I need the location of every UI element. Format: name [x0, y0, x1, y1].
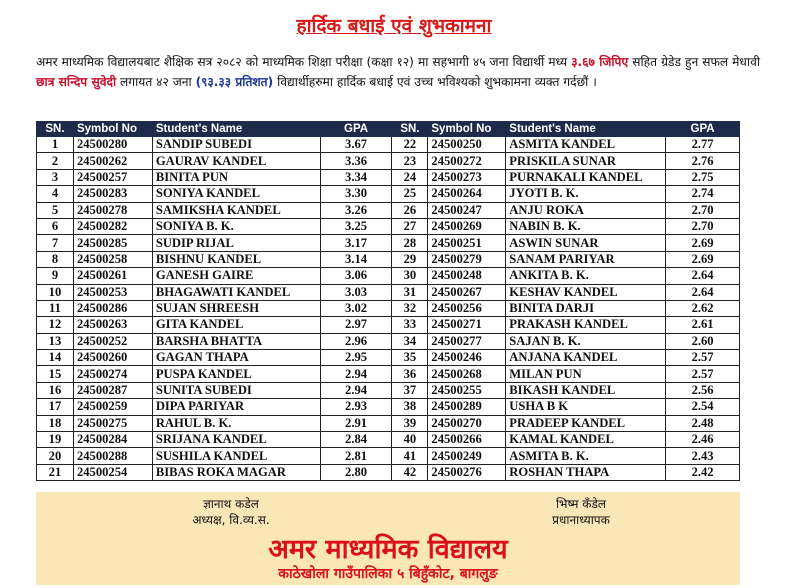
- symbol-no-cell: 24500270: [428, 415, 506, 431]
- gpa-cell: 2.80: [320, 464, 392, 480]
- symbol-no-cell: 24500280: [73, 137, 152, 153]
- student-name-cell: PRAKASH KANDEL: [506, 317, 666, 333]
- gpa-cell: 2.91: [320, 415, 392, 431]
- symbol-no-cell: 24500278: [73, 202, 152, 218]
- gpa-cell: 2.42: [666, 464, 740, 480]
- symbol-no-cell: 24500275: [73, 415, 152, 431]
- header-student-name: Student's Name: [152, 122, 320, 137]
- sn-cell: 12: [37, 317, 74, 333]
- student-name-cell: MILAN PUN: [506, 366, 666, 382]
- school-address: काठेखोला गाउँपालिका ५ बिहुँकोट, बागलुङ: [278, 566, 498, 582]
- gpa-cell: 2.96: [320, 333, 392, 349]
- header-symbol-no: Symbol No: [428, 122, 506, 137]
- gpa-cell: 2.94: [320, 382, 392, 398]
- sn-cell: 7: [37, 235, 74, 251]
- sn-cell: 19: [37, 432, 74, 448]
- gpa-cell: 2.62: [666, 300, 740, 316]
- student-name-cell: SANDIP SUBEDI: [152, 137, 320, 153]
- student-name-cell: KAMAL KANDEL: [506, 432, 666, 448]
- sn-cell: 6: [37, 218, 74, 234]
- symbol-no-cell: 24500262: [73, 153, 152, 169]
- sn-cell: 23: [392, 153, 428, 169]
- symbol-no-cell: 24500259: [73, 399, 152, 415]
- symbol-no-cell: 24500264: [428, 186, 506, 202]
- student-name-cell: BIBAS ROKA MAGAR: [152, 464, 320, 480]
- gpa-cell: 3.02: [320, 300, 392, 316]
- student-name-cell: KESHAV KANDEL: [506, 284, 666, 300]
- sn-cell: 21: [37, 464, 74, 480]
- results-body: [37, 137, 740, 481]
- signatory-left: [156, 496, 306, 528]
- student-name-cell: ANJANA KANDEL: [506, 350, 666, 366]
- symbol-no-cell: 24500251: [428, 235, 506, 251]
- signatory-right-name: भिष्म कँडेल: [555, 497, 607, 511]
- symbol-no-cell: 24500266: [428, 432, 506, 448]
- symbol-no-cell: 24500261: [73, 268, 152, 284]
- table-row: [37, 153, 740, 169]
- student-name-cell: BINITA DARJI: [506, 300, 666, 316]
- table-row: [37, 317, 740, 333]
- symbol-no-cell: 24500255: [428, 382, 506, 398]
- header-sn: SN.: [392, 122, 428, 137]
- sn-cell: 28: [392, 235, 428, 251]
- gpa-cell: 2.60: [666, 333, 740, 349]
- symbol-no-cell: 24500246: [428, 350, 506, 366]
- table-row: [37, 366, 740, 382]
- sn-cell: 31: [392, 284, 428, 300]
- table-row: [37, 169, 740, 185]
- table-row: [37, 284, 740, 300]
- gpa-cell: 3.26: [320, 202, 392, 218]
- student-name-cell: GITA KANDEL: [152, 317, 320, 333]
- gpa-cell: 2.57: [666, 350, 740, 366]
- table-row: [37, 464, 740, 480]
- sn-cell: 24: [392, 169, 428, 185]
- sn-cell: 30: [392, 268, 428, 284]
- symbol-no-cell: 24500260: [73, 350, 152, 366]
- student-name-cell: PRADEEP KANDEL: [506, 415, 666, 431]
- symbol-no-cell: 24500284: [73, 432, 152, 448]
- sn-cell: 3: [37, 169, 74, 185]
- sn-cell: 2: [37, 153, 74, 169]
- sn-cell: 8: [37, 251, 74, 267]
- page-title: हार्दिक बधाई एवं शुभकामना: [296, 15, 492, 37]
- student-name-cell: PUSPA KANDEL: [152, 366, 320, 382]
- symbol-no-cell: 24500274: [73, 366, 152, 382]
- student-name-cell: SUDIP RIJAL: [152, 235, 320, 251]
- symbol-no-cell: 24500273: [428, 169, 506, 185]
- signatory-left-name: ज्ञानाथ कडेल: [203, 497, 259, 511]
- sn-cell: 13: [37, 333, 74, 349]
- table-row: [37, 300, 740, 316]
- student-name-cell: PRISKILA SUNAR: [506, 153, 666, 169]
- symbol-no-cell: 24500248: [428, 268, 506, 284]
- symbol-no-cell: 24500271: [428, 317, 506, 333]
- gpa-cell: 3.06: [320, 268, 392, 284]
- symbol-no-cell: 24500286: [73, 300, 152, 316]
- sn-cell: 17: [37, 399, 74, 415]
- gpa-cell: 3.14: [320, 251, 392, 267]
- student-name-cell: SUSHILA KANDEL: [152, 448, 320, 464]
- student-name-cell: SUNITA SUBEDI: [152, 382, 320, 398]
- student-name-cell: GANESH GAIRE: [152, 268, 320, 284]
- sn-cell: 15: [37, 366, 74, 382]
- gpa-cell: 2.64: [666, 268, 740, 284]
- sn-cell: 26: [392, 202, 428, 218]
- sn-cell: 29: [392, 251, 428, 267]
- table-row: [37, 268, 740, 284]
- table-row: [37, 448, 740, 464]
- symbol-no-cell: 24500258: [73, 251, 152, 267]
- table-row: [37, 186, 740, 202]
- table-row: [37, 415, 740, 431]
- student-name-cell: BHAGAWATI KANDEL: [152, 284, 320, 300]
- gpa-cell: 2.81: [320, 448, 392, 464]
- gpa-cell: 3.36: [320, 153, 392, 169]
- table-row: [37, 350, 740, 366]
- gpa-cell: 2.48: [666, 415, 740, 431]
- intro-text-1: अमर माध्यमिक विद्यालयबाट शैक्षिक सत्र २०८२ को माध्यमिक शिक्षा परीक्षा (कक्षा १२) मा सहभागी ४५ जना विद्यार्थी मध्य: [36, 55, 572, 69]
- gpa-cell: 2.69: [666, 235, 740, 251]
- table-row: [37, 235, 740, 251]
- symbol-no-cell: 24500253: [73, 284, 152, 300]
- student-name-cell: SRIJANA KANDEL: [152, 432, 320, 448]
- student-name-cell: SANAM PARIYAR: [506, 251, 666, 267]
- student-name-cell: BINITA PUN: [152, 169, 320, 185]
- symbol-no-cell: 24500279: [428, 251, 506, 267]
- symbol-no-cell: 24500268: [428, 366, 506, 382]
- symbol-no-cell: 24500285: [73, 235, 152, 251]
- gpa-cell: 2.70: [666, 202, 740, 218]
- intro-paragraph: [36, 52, 760, 92]
- results-table: [36, 121, 740, 481]
- gpa-cell: 3.30: [320, 186, 392, 202]
- sn-cell: 39: [392, 415, 428, 431]
- student-name-cell: BISHNU KANDEL: [152, 251, 320, 267]
- signatory-left-title: अध्यक्ष, वि.व्य.स.: [192, 513, 270, 527]
- sn-cell: 33: [392, 317, 428, 333]
- student-name-cell: ANJU ROKA: [506, 202, 666, 218]
- sn-cell: 35: [392, 350, 428, 366]
- table-row: [37, 382, 740, 398]
- student-highlight: छात्र सन्दिप सुवेदी: [36, 75, 117, 89]
- gpa-cell: 2.93: [320, 399, 392, 415]
- student-name-cell: SAJAN B. K.: [506, 333, 666, 349]
- gpa-cell: 2.84: [320, 432, 392, 448]
- sn-cell: 32: [392, 300, 428, 316]
- sn-cell: 25: [392, 186, 428, 202]
- student-name-cell: DIPA PARIYAR: [152, 399, 320, 415]
- gpa-cell: 2.61: [666, 317, 740, 333]
- header-student-name: Student's Name: [506, 122, 666, 137]
- sn-cell: 10: [37, 284, 74, 300]
- symbol-no-cell: 24500272: [428, 153, 506, 169]
- symbol-no-cell: 24500250: [428, 137, 506, 153]
- gpa-cell: 2.56: [666, 382, 740, 398]
- symbol-no-cell: 24500269: [428, 218, 506, 234]
- table-row: [37, 432, 740, 448]
- gpa-cell: 2.54: [666, 399, 740, 415]
- sn-cell: 27: [392, 218, 428, 234]
- gpa-cell: 2.94: [320, 366, 392, 382]
- student-name-cell: BARSHA BHATTA: [152, 333, 320, 349]
- sn-cell: 36: [392, 366, 428, 382]
- sn-cell: 34: [392, 333, 428, 349]
- table-row: [37, 218, 740, 234]
- signatory-right: [506, 496, 656, 528]
- table-row: [37, 137, 740, 153]
- symbol-no-cell: 24500283: [73, 186, 152, 202]
- header-gpa: GPA: [666, 122, 740, 137]
- gpa-cell: 2.70: [666, 218, 740, 234]
- header-symbol-no: Symbol No: [73, 122, 152, 137]
- student-name-cell: USHA B K: [506, 399, 666, 415]
- sn-cell: 16: [37, 382, 74, 398]
- gpa-cell: 2.77: [666, 137, 740, 153]
- footer-banner: [36, 492, 740, 585]
- gpa-cell: 3.67: [320, 137, 392, 153]
- header-sn: SN.: [37, 122, 74, 137]
- sn-cell: 20: [37, 448, 74, 464]
- symbol-no-cell: 24500256: [428, 300, 506, 316]
- sn-cell: 38: [392, 399, 428, 415]
- sn-cell: 22: [392, 137, 428, 153]
- symbol-no-cell: 24500267: [428, 284, 506, 300]
- sn-cell: 40: [392, 432, 428, 448]
- intro-text-2: सहित ग्रेडेड हुन सफल मेधावी: [628, 55, 761, 69]
- gpa-cell: 2.69: [666, 251, 740, 267]
- gpa-cell: 3.34: [320, 169, 392, 185]
- student-name-cell: RAHUL B. K.: [152, 415, 320, 431]
- sn-cell: 5: [37, 202, 74, 218]
- symbol-no-cell: 24500277: [428, 333, 506, 349]
- gpa-cell: 3.25: [320, 218, 392, 234]
- student-name-cell: ASMITA KANDEL: [506, 137, 666, 153]
- sn-cell: 41: [392, 448, 428, 464]
- gpa-cell: 2.43: [666, 448, 740, 464]
- symbol-no-cell: 24500263: [73, 317, 152, 333]
- gpa-cell: 2.46: [666, 432, 740, 448]
- table-row: [37, 399, 740, 415]
- student-name-cell: SAMIKSHA KANDEL: [152, 202, 320, 218]
- signatory-right-title: प्रधानाध्यापक: [552, 513, 610, 527]
- table-row: [37, 251, 740, 267]
- sn-cell: 9: [37, 268, 74, 284]
- school-name: अमर माध्यमिक विद्यालय: [268, 534, 508, 565]
- gpa-cell: 2.95: [320, 350, 392, 366]
- symbol-no-cell: 24500252: [73, 333, 152, 349]
- sn-cell: 37: [392, 382, 428, 398]
- student-name-cell: JYOTI B. K.: [506, 186, 666, 202]
- symbol-no-cell: 24500282: [73, 218, 152, 234]
- symbol-no-cell: 24500249: [428, 448, 506, 464]
- gpa-cell: 2.97: [320, 317, 392, 333]
- table-row: [37, 333, 740, 349]
- student-name-cell: ROSHAN THAPA: [506, 464, 666, 480]
- sn-cell: 42: [392, 464, 428, 480]
- gpa-cell: 3.17: [320, 235, 392, 251]
- table-header-row: [37, 122, 740, 137]
- gpa-cell: 2.74: [666, 186, 740, 202]
- sn-cell: 11: [37, 300, 74, 316]
- sn-cell: 4: [37, 186, 74, 202]
- student-name-cell: PURNAKALI KANDEL: [506, 169, 666, 185]
- sn-cell: 18: [37, 415, 74, 431]
- student-name-cell: ASWIN SUNAR: [506, 235, 666, 251]
- sn-cell: 1: [37, 137, 74, 153]
- symbol-no-cell: 24500287: [73, 382, 152, 398]
- gpa-cell: 2.64: [666, 284, 740, 300]
- gpa-cell: 2.57: [666, 366, 740, 382]
- student-name-cell: SUJAN SHREESH: [152, 300, 320, 316]
- sn-cell: 14: [37, 350, 74, 366]
- student-name-cell: BIKASH KANDEL: [506, 382, 666, 398]
- gpa-cell: 2.75: [666, 169, 740, 185]
- header-gpa: GPA: [320, 122, 392, 137]
- student-name-cell: GAURAV KANDEL: [152, 153, 320, 169]
- student-name-cell: ASMITA B. K.: [506, 448, 666, 464]
- table-row: [37, 202, 740, 218]
- symbol-no-cell: 24500254: [73, 464, 152, 480]
- symbol-no-cell: 24500289: [428, 399, 506, 415]
- student-name-cell: SONIYA KANDEL: [152, 186, 320, 202]
- symbol-no-cell: 24500257: [73, 169, 152, 185]
- symbol-no-cell: 24500247: [428, 202, 506, 218]
- student-name-cell: GAGAN THAPA: [152, 350, 320, 366]
- student-name-cell: SONIYA B. K.: [152, 218, 320, 234]
- symbol-no-cell: 24500288: [73, 448, 152, 464]
- intro-text-4: विद्यार्थीहरुमा हार्दिक बधाई एवं उच्च भविश्यको शुभकामना व्यक्त गर्दछौं ।: [273, 75, 597, 89]
- gpa-highlight: ३.६७ जिपिए: [571, 55, 629, 69]
- percent-highlight: (९३.३३ प्रतिशत): [195, 75, 274, 89]
- student-name-cell: NABIN B. K.: [506, 218, 666, 234]
- intro-text-3: लगायत ४२ जना: [116, 75, 196, 89]
- gpa-cell: 3.03: [320, 284, 392, 300]
- gpa-cell: 2.76: [666, 153, 740, 169]
- symbol-no-cell: 24500276: [428, 464, 506, 480]
- student-name-cell: ANKITA B. K.: [506, 268, 666, 284]
